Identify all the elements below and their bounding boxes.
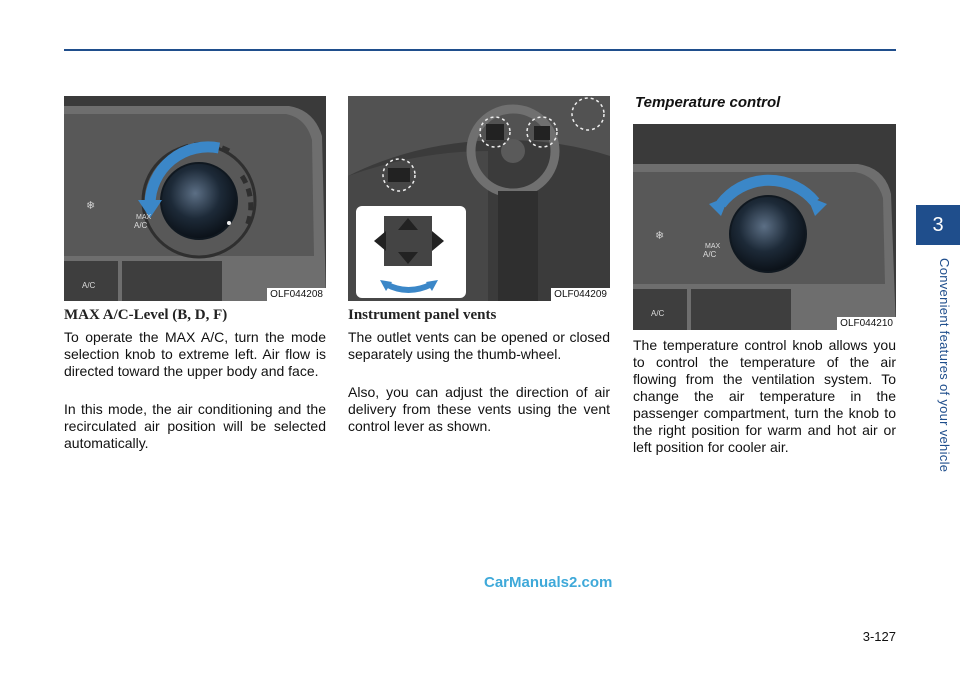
page-number: 3-127 xyxy=(862,629,896,644)
instrument-vents-figure xyxy=(348,96,610,301)
figure-code: OLF044208 xyxy=(267,288,326,301)
chapter-tab: 3 xyxy=(916,205,960,245)
max-ac-heading: MAX A/C-Level (B, D, F) xyxy=(64,307,228,323)
vents-paragraph-1: The outlet vents can be opened or closed separately using the thumb-wheel. xyxy=(348,329,610,362)
vents-heading: Instrument panel vents xyxy=(348,307,497,323)
max-ac-knob-figure xyxy=(64,96,326,301)
temperature-paragraph: The temperature control knob allows you to control the temperature of the air flowing from the ventilation system. To change the air temperature in the passenger compartment, turn the knob to the right position for warm and hot air or left position for cooler air. xyxy=(633,337,896,455)
temperature-heading: Temperature control xyxy=(635,94,781,111)
temperature-knob-illustration xyxy=(633,124,896,330)
max-ac-paragraph-2: In this mode, the air conditioning and the recirculated air position will be selected automatically. xyxy=(64,401,326,451)
temperature-knob-figure xyxy=(633,124,896,330)
figure-code: OLF044209 xyxy=(551,288,610,301)
header-rule xyxy=(64,49,896,51)
svg-text:MAX: MAX xyxy=(705,243,721,250)
figure-code: OLF044210 xyxy=(837,317,896,330)
svg-text:A/C: A/C xyxy=(651,309,665,318)
svg-text:❄: ❄ xyxy=(86,199,96,212)
knob-panel-illustration xyxy=(64,96,326,301)
svg-text:A/C: A/C xyxy=(703,250,717,259)
max-ac-paragraph-1: To operate the MAX A/C, turn the mode selection knob to extreme left. Air flow is directed toward the upper body and face. xyxy=(64,329,326,379)
svg-text:❄: ❄ xyxy=(655,229,665,242)
svg-text:A/C: A/C xyxy=(134,221,148,230)
svg-text:A/C: A/C xyxy=(82,281,96,290)
chapter-side-title xyxy=(938,258,952,494)
svg-text:MAX: MAX xyxy=(136,214,152,221)
vents-paragraph-2: Also, you can adjust the direction of air delivery from these vents using the vent control lever as shown. xyxy=(348,384,610,434)
watermark-link[interactable]: CarManuals2.com xyxy=(484,574,613,591)
chapter-title-text: Convenient features of your vehicle xyxy=(937,258,952,473)
dashboard-illustration xyxy=(348,96,610,301)
